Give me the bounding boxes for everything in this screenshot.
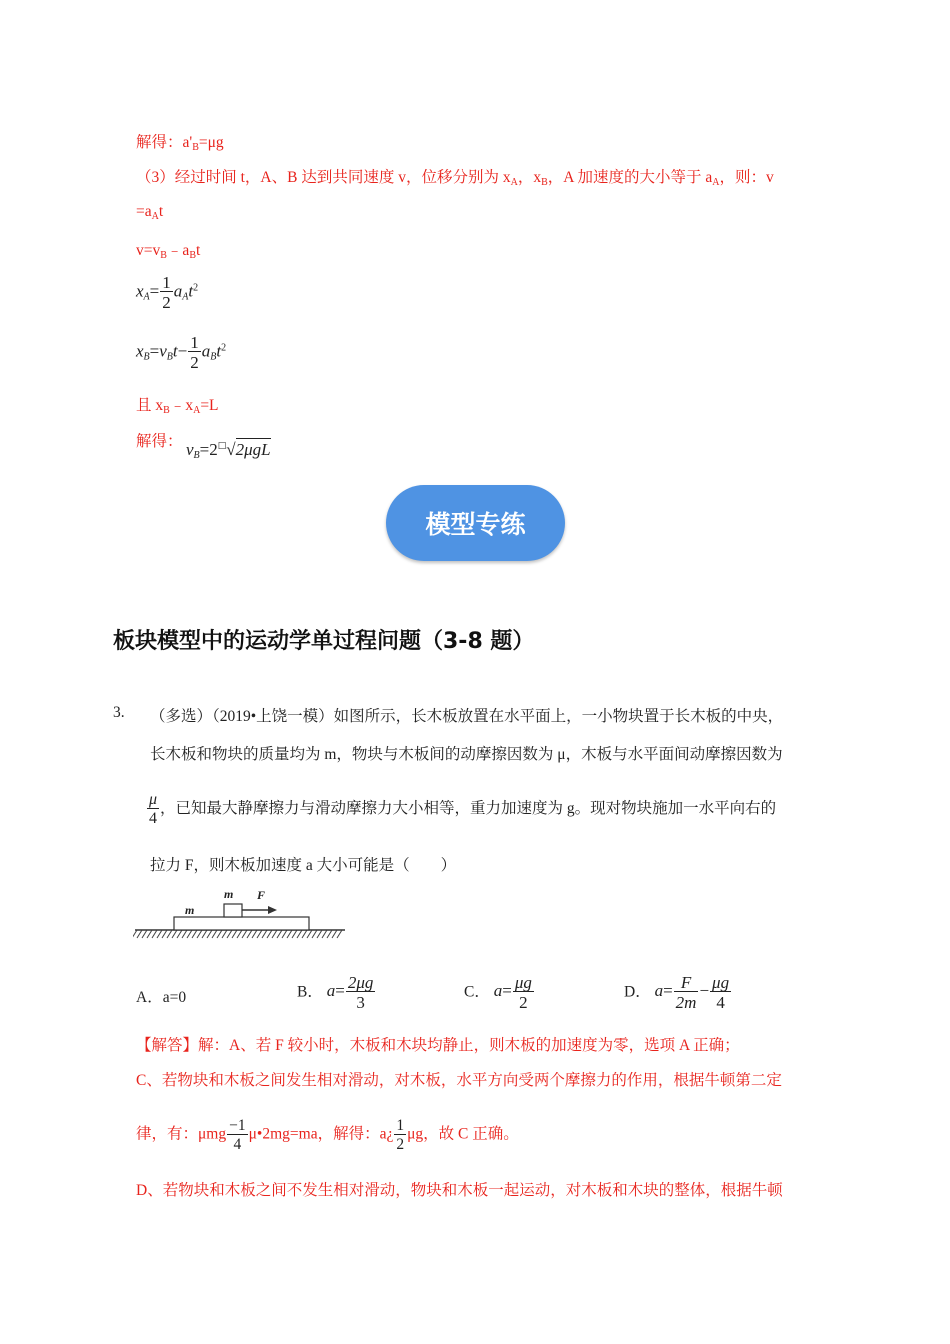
hatch-line xyxy=(322,930,327,938)
text: = xyxy=(149,281,160,301)
fraction xyxy=(346,974,376,1011)
hatch-line xyxy=(172,930,177,938)
text: ，x xyxy=(517,169,542,186)
den: 4 xyxy=(147,808,159,827)
hatch-line xyxy=(152,930,157,938)
num: 1 xyxy=(162,273,171,292)
num: μg xyxy=(712,973,730,992)
hatch-line xyxy=(247,930,252,938)
solution-line-3 xyxy=(136,203,163,221)
option-a[interactable]: A．a=0 xyxy=(136,989,187,1006)
option-b-formula xyxy=(326,973,377,1012)
equation-xb xyxy=(136,334,226,371)
fraction xyxy=(188,334,201,371)
hatch-line xyxy=(207,930,212,938)
var: t xyxy=(188,281,194,301)
text: 律，有：μmg xyxy=(136,1125,227,1143)
answer-line-4: D、若物块和木板之间不发生相对滑动，物块和木板一起运动，对木板和木块的整体，根据牛顿 xyxy=(136,1182,783,1199)
text: = xyxy=(502,981,512,1001)
hatch-line xyxy=(282,930,287,938)
var: a xyxy=(654,981,664,1001)
hatch-line xyxy=(167,930,172,938)
text: =2 xyxy=(199,440,218,459)
hatch-line xyxy=(157,930,162,938)
answer-tag: 【解答】 xyxy=(136,1037,199,1054)
sub: B xyxy=(192,142,199,153)
hatch-line xyxy=(307,930,312,938)
hatch-line xyxy=(222,930,227,938)
board-mass-label: m xyxy=(185,903,195,917)
fraction xyxy=(394,1118,406,1152)
hatch-line xyxy=(197,930,202,938)
option-b[interactable] xyxy=(297,974,376,1011)
den: 2m xyxy=(675,993,697,1012)
sub: B xyxy=(143,351,150,363)
long-board xyxy=(174,917,309,930)
answer-line-2: C、若物块和木板之间发生相对滑动，对木板，水平方向受两个摩擦力的作用，根据牛顿第二定 xyxy=(136,1072,782,1089)
var: t xyxy=(172,341,178,361)
question-line-3 xyxy=(146,792,776,827)
hatch-line xyxy=(177,930,182,938)
text: 且 x xyxy=(136,397,164,414)
text: =μg xyxy=(198,134,224,151)
hatch-line xyxy=(162,930,167,938)
sup: 2 xyxy=(221,342,227,354)
text: 解得： xyxy=(136,433,183,450)
num: μg xyxy=(514,973,532,992)
option-label: D． xyxy=(624,983,651,1001)
text: （3）经过时间 t，A、B 达到共同速度 v，位移分别为 x xyxy=(136,169,511,186)
fraction-mu-over-4 xyxy=(147,792,159,827)
sub: B xyxy=(193,450,200,461)
answer-line-1 xyxy=(136,1033,740,1055)
text: ﹣x xyxy=(169,397,194,414)
num: 1 xyxy=(190,333,199,352)
text: t xyxy=(195,242,201,259)
hatch-line xyxy=(137,930,142,938)
hatch-line xyxy=(287,930,292,938)
num: 2μg xyxy=(347,973,374,992)
hatch-line xyxy=(257,930,262,938)
option-c[interactable] xyxy=(464,974,535,1011)
solution-line-5 xyxy=(136,393,219,415)
box-glyph: □ xyxy=(217,441,227,451)
den: 2 xyxy=(162,293,171,312)
question-line-1: （多选）（2019•上饶一模）如图所示，长木板放置在水平面上，一小物块置于长木板的中央， xyxy=(150,708,784,725)
ground-hatching xyxy=(133,930,345,938)
solution-line-4 xyxy=(136,238,200,260)
hatch-line xyxy=(142,930,147,938)
option-c-formula xyxy=(493,973,535,1012)
fraction xyxy=(227,1118,248,1152)
hatch-line xyxy=(302,930,307,938)
option-label: C． xyxy=(464,983,490,1001)
solution-line-6 xyxy=(136,429,183,451)
sup: 2 xyxy=(193,282,199,294)
den: 2 xyxy=(513,991,534,1011)
sqrt-icon: √ xyxy=(226,440,236,459)
text: =a xyxy=(136,203,152,220)
var: x xyxy=(136,341,144,361)
hatch-line xyxy=(252,930,257,938)
hatch-line xyxy=(297,930,302,938)
var: x xyxy=(136,281,144,301)
hatch-line xyxy=(332,930,337,938)
question-line-4: 拉力 F，则木板加速度 a 大小可能是（ ） xyxy=(150,857,457,874)
sub: A xyxy=(712,177,720,188)
sub: B xyxy=(163,405,170,416)
den: 3 xyxy=(346,991,376,1011)
option-label: B． xyxy=(297,983,323,1001)
var: v xyxy=(186,440,194,459)
text: =L xyxy=(200,397,219,414)
arrow-head-icon xyxy=(268,906,277,914)
answer-line-3 xyxy=(136,1118,519,1152)
hatch-line xyxy=(182,930,187,938)
text: 解得：a' xyxy=(136,134,193,151)
sub: B xyxy=(166,351,173,363)
hatch-line xyxy=(237,930,242,938)
fraction xyxy=(710,974,731,1011)
hatch-line xyxy=(202,930,207,938)
text: ﹣a xyxy=(166,242,190,259)
hatch-line xyxy=(267,930,272,938)
hatch-line xyxy=(242,930,247,938)
text: v=v xyxy=(136,242,161,259)
num: 1 xyxy=(396,1117,405,1134)
sub: A xyxy=(193,405,201,416)
hatch-line xyxy=(312,930,317,938)
hatch-line xyxy=(272,930,277,938)
hatch-line xyxy=(337,930,342,938)
den: 2 xyxy=(190,353,199,372)
sub: B xyxy=(210,351,217,363)
block-mass-label: m xyxy=(224,887,234,901)
solution-line-2 xyxy=(136,165,774,187)
model-practice-badge xyxy=(386,485,565,561)
var: a xyxy=(326,981,336,1001)
equation-vb xyxy=(186,440,271,460)
hatch-line xyxy=(212,930,217,938)
option-d-formula xyxy=(654,973,733,1012)
sub: A xyxy=(143,291,150,303)
hatch-line xyxy=(262,930,267,938)
sub: B xyxy=(160,250,167,261)
question-number: 3. xyxy=(113,704,125,721)
small-block xyxy=(224,904,242,917)
hatch-line xyxy=(232,930,237,938)
board-block-figure xyxy=(133,882,347,942)
text: = xyxy=(149,341,160,361)
sub: A xyxy=(182,291,189,303)
solution-line-1 xyxy=(136,130,224,152)
force-label: F xyxy=(257,888,266,902)
hatch-line xyxy=(317,930,322,938)
badge-label: 模型专练 xyxy=(425,510,526,539)
hatch-line xyxy=(147,930,152,938)
num: μ xyxy=(149,791,158,808)
text: 解：A、若 F 较小时，木板和木块均静止，则木板的加速度为零，选项 A 正确； xyxy=(198,1037,740,1054)
hatch-line xyxy=(217,930,222,938)
text: t xyxy=(158,203,164,220)
text: ，已知最大静摩擦力与滑动摩擦力大小相等，重力加速度为 g。现对物块施加一水平向右的 xyxy=(160,800,777,818)
var: v xyxy=(159,341,167,361)
section-title: 板块模型中的运动学单过程问题（3-8 题） xyxy=(113,629,535,654)
text: μg，故 C 正确。 xyxy=(407,1125,519,1143)
hatch-line xyxy=(187,930,192,938)
sub: A xyxy=(151,211,159,222)
option-d[interactable] xyxy=(624,974,732,1011)
num: −1 xyxy=(229,1117,246,1134)
text: ，A 加速度的大小等于 a xyxy=(547,169,713,186)
var: a xyxy=(173,281,183,301)
hatch-line xyxy=(277,930,282,938)
hatch-line xyxy=(292,930,297,938)
den: 2 xyxy=(396,1135,405,1153)
var: a xyxy=(493,981,503,1001)
text: − xyxy=(699,981,710,1001)
hatch-line xyxy=(192,930,197,938)
fraction xyxy=(160,274,173,311)
num: F xyxy=(680,973,692,992)
hatch-line xyxy=(133,930,137,938)
fraction xyxy=(513,974,534,1011)
text: ，则：v xyxy=(719,169,774,186)
sub: B xyxy=(541,177,548,188)
fraction xyxy=(674,974,699,1011)
sub: A xyxy=(510,177,518,188)
sub: B xyxy=(189,250,196,261)
hatch-line xyxy=(327,930,332,938)
var: a xyxy=(201,341,211,361)
radicand: 2μgL xyxy=(235,440,271,459)
text: μ•2mg=ma，解得：a¿ xyxy=(248,1125,394,1143)
hatch-line xyxy=(227,930,232,938)
text: − xyxy=(177,341,188,361)
den: 4 xyxy=(710,991,731,1011)
var: t xyxy=(216,341,222,361)
den: 4 xyxy=(227,1134,248,1153)
equation-xa xyxy=(136,274,198,311)
text: = xyxy=(335,981,345,1001)
text: = xyxy=(663,981,673,1001)
question-line-2: 长木板和物块的质量均为 m，物块与木板间的动摩擦因数为 μ，木板与水平面间动摩擦因数为 xyxy=(150,746,783,763)
